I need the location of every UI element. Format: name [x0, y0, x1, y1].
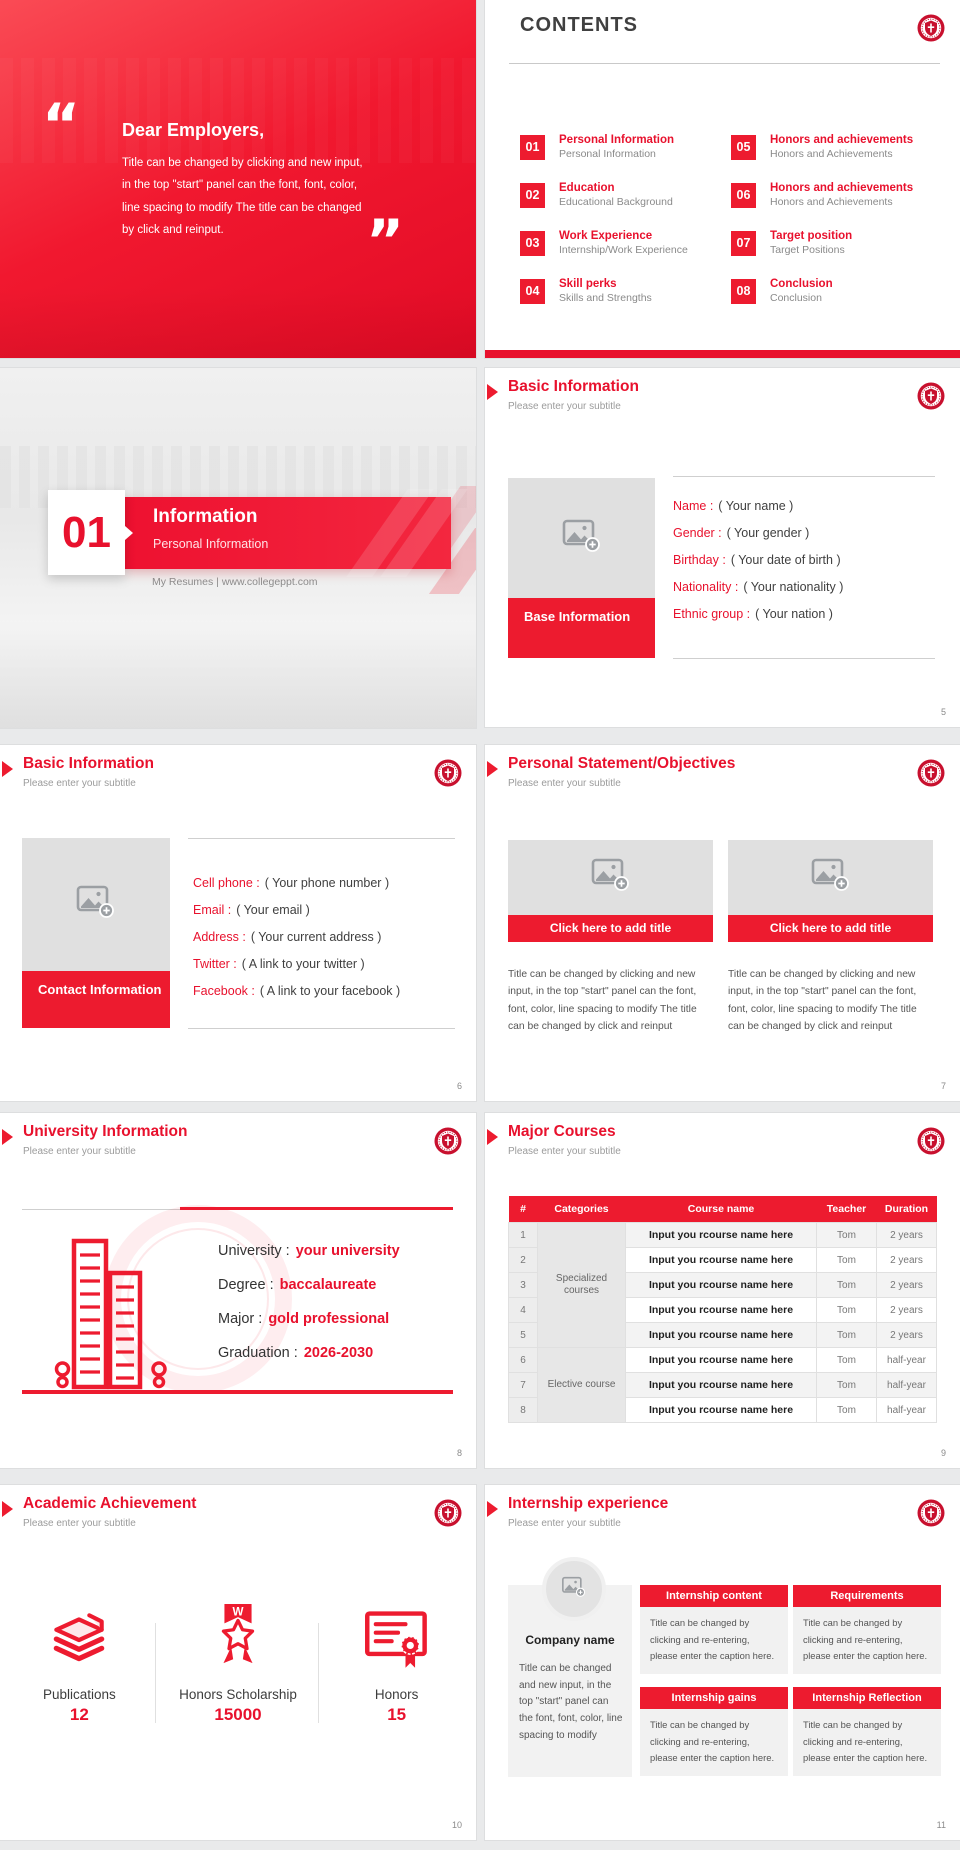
col-header: Categories	[538, 1196, 626, 1223]
stat-value: 12	[69, 1705, 89, 1724]
slide-cover[interactable]	[0, 0, 476, 358]
slide-subtitle: Please enter your subtitle	[508, 401, 621, 412]
field-row: Ethnic group : ( Your nation )	[673, 607, 833, 621]
field-row: Major : gold professional	[218, 1311, 390, 1327]
title-arrow-icon	[487, 1501, 498, 1517]
contents-item-07[interactable]	[731, 231, 956, 271]
item-subtitle: Honors and Achievements	[770, 196, 893, 208]
field-row: Address : ( Your current address )	[193, 930, 382, 944]
table-row: 4 Input you rcourse name here Tom 2 years	[509, 1298, 937, 1323]
category-cell: Elective course	[538, 1348, 626, 1423]
company-name: Company name	[525, 1633, 615, 1647]
field-row: Name : ( Your name )	[673, 499, 794, 513]
col-header: Teacher	[817, 1196, 877, 1223]
stat-label: Honors Scholarship	[179, 1687, 297, 1702]
field-row: Degree : baccalaureate	[218, 1277, 377, 1293]
internship-box-reflection	[793, 1687, 941, 1776]
school-emblem-icon	[434, 1499, 462, 1527]
contact-fields	[193, 876, 400, 1011]
add-title-button[interactable]: Click here to add title	[508, 915, 713, 942]
divider	[318, 1623, 319, 1723]
contents-item-02[interactable]	[520, 183, 745, 223]
box-header: Internship content	[640, 1585, 788, 1607]
statement-caption: Title can be changed by clicking and new input, in the top "start" panel can the font, font, color, line spacing to modify The title can be changed by click and reinput	[508, 969, 697, 1032]
school-emblem-icon	[917, 1127, 945, 1155]
field-row: Graduation : 2026-2030	[218, 1345, 374, 1361]
stat-publications	[0, 1597, 159, 1725]
table-row: 1 Specialized courses Input you rcourse name here Tom 2 years	[509, 1223, 937, 1248]
table-row: 6 Elective course Input you rcourse name here Tom half-year	[509, 1348, 937, 1373]
school-emblem-icon	[917, 759, 945, 787]
item-subtitle: Target Positions	[770, 244, 845, 256]
divider	[673, 476, 935, 477]
slide-academic-achievement[interactable]	[0, 1485, 476, 1840]
box-caption: Title can be changed by clicking and re-entering, please enter the caption here.	[793, 1607, 941, 1674]
slide-contact-information[interactable]	[0, 745, 476, 1101]
field-row: Birthday : ( Your date of birth )	[673, 553, 841, 567]
contents-item-08[interactable]	[731, 279, 956, 319]
slide-title: Academic Achievement	[23, 1495, 197, 1512]
item-title: Honors and achievements	[770, 134, 914, 146]
slide-university-information[interactable]	[0, 1113, 476, 1468]
item-subtitle: Skills and Strengths	[559, 292, 652, 304]
field-row: Cell phone : ( Your phone number )	[193, 876, 390, 890]
stat-label: Publications	[42, 1687, 116, 1702]
image-placeholder-icon	[591, 858, 631, 897]
bottom-accent-bar	[485, 350, 960, 358]
stadium-shade	[0, 618, 476, 728]
stat-honors	[317, 1597, 476, 1725]
item-number-badge: 03	[520, 231, 545, 256]
add-title-button[interactable]: Click here to add title	[728, 915, 933, 942]
item-number-badge: 05	[731, 135, 756, 160]
accent-underline	[22, 1390, 453, 1394]
box-header: Internship Reflection	[793, 1687, 941, 1709]
slide-personal-statement[interactable]	[485, 745, 960, 1101]
image-placeholder-icon	[562, 519, 602, 558]
table-row: 3 Input you rcourse name here Tom 2 years	[509, 1273, 937, 1298]
internship-box-gains	[640, 1687, 788, 1776]
statement-card	[728, 840, 933, 1035]
box-header: Internship gains	[640, 1687, 788, 1709]
cover-bottom-shade	[0, 288, 476, 358]
slide-title: Personal Statement/Objectives	[508, 755, 736, 772]
stat-value: 15	[387, 1705, 407, 1724]
item-subtitle: Honors and Achievements	[770, 148, 893, 160]
table-row: 8 Input you rcourse name here Tom half-year	[509, 1398, 937, 1423]
item-title: Conclusion	[770, 278, 833, 290]
school-emblem-icon	[917, 382, 945, 410]
slide-title: Major Courses	[508, 1123, 616, 1140]
university-fields	[218, 1243, 400, 1379]
banner-notch	[125, 526, 133, 540]
school-emblem-icon	[434, 759, 462, 787]
achievement-stats	[0, 1597, 476, 1725]
company-caption: Title can be changed and new input, in the top "start" panel can the font, font, color, line spacing to modify	[519, 1663, 623, 1741]
contents-item-06[interactable]	[731, 183, 956, 223]
field-row: Email : ( Your email )	[193, 903, 310, 917]
contact-information-label: Contact Information	[22, 971, 170, 1028]
photo-placeholder[interactable]	[508, 478, 655, 598]
page-number: 9	[940, 1448, 946, 1458]
basic-info-fields	[673, 499, 843, 634]
item-title: Skill perks	[559, 278, 617, 290]
photo-placeholder[interactable]	[22, 838, 170, 971]
item-number-badge: 02	[520, 183, 545, 208]
item-number-badge: 07	[731, 231, 756, 256]
section-footer: My Resumes | www.collegeppt.com	[152, 576, 318, 588]
slide-contents[interactable]	[485, 0, 960, 358]
slide-basic-information[interactable]	[485, 368, 960, 727]
slide-title: University Information	[23, 1123, 188, 1140]
item-subtitle: Internship/Work Experience	[559, 244, 688, 256]
divider	[155, 1623, 156, 1723]
item-subtitle: Educational Background	[559, 196, 673, 208]
courses-table	[508, 1196, 937, 1423]
title-arrow-icon	[2, 1501, 13, 1517]
photo-placeholder[interactable]	[728, 840, 933, 915]
contents-item-03[interactable]	[520, 231, 745, 271]
section-title: Information	[153, 506, 258, 527]
internship-box-requirements	[793, 1585, 941, 1674]
title-arrow-icon	[487, 1129, 498, 1145]
table-row: 5 Input you rcourse name here Tom 2 years	[509, 1323, 937, 1348]
photo-placeholder[interactable]	[508, 840, 713, 915]
table-row: 2 Input you rcourse name here Tom 2 years	[509, 1248, 937, 1273]
item-title: Target position	[770, 230, 853, 242]
category-cell: Specialized courses	[538, 1223, 626, 1348]
company-photo-placeholder[interactable]	[542, 1557, 606, 1621]
close-quote-icon: ”	[366, 207, 405, 275]
divider	[22, 1209, 180, 1210]
box-caption: Title can be changed by clicking and re-entering, please enter the caption here.	[793, 1709, 941, 1776]
base-information-label: Base Information	[508, 598, 655, 658]
item-subtitle: Conclusion	[770, 292, 822, 304]
books-icon	[0, 1597, 159, 1671]
divider	[188, 838, 455, 839]
title-arrow-icon	[487, 761, 498, 777]
item-title: Honors and achievements	[770, 182, 914, 194]
section-number-badge: 01	[48, 490, 125, 575]
cover-body-text: Title can be changed by clicking and new input, in the top "start" panel can the font, font, color, line spacing to modify The title can be changed by click and reinput.	[122, 157, 363, 237]
slide-section-01[interactable]	[0, 368, 476, 728]
stat-label: Honors	[374, 1687, 419, 1702]
section-banner	[125, 497, 451, 569]
page-number: 5	[940, 707, 946, 717]
item-title: Work Experience	[559, 230, 653, 242]
item-title: Personal Information	[559, 134, 675, 146]
image-placeholder-icon	[811, 858, 851, 897]
box-header: Requirements	[793, 1585, 941, 1607]
stat-honors-scholarship	[159, 1597, 318, 1725]
contents-title: CONTENTS	[520, 14, 638, 36]
slide-title: Basic Information	[508, 378, 639, 395]
slide-major-courses[interactable]	[485, 1113, 960, 1468]
statement-card	[508, 840, 713, 1035]
slide-subtitle: Please enter your subtitle	[23, 1518, 136, 1529]
slide-subtitle: Please enter your subtitle	[508, 778, 621, 789]
slide-subtitle: Please enter your subtitle	[508, 1518, 621, 1529]
slide-subtitle: Please enter your subtitle	[508, 1146, 621, 1157]
image-placeholder-icon	[76, 885, 116, 924]
item-number-badge: 04	[520, 279, 545, 304]
contents-item-05[interactable]	[731, 135, 956, 175]
table-header-row	[509, 1196, 937, 1223]
open-quote-icon: “	[42, 91, 81, 159]
internship-box-content	[640, 1585, 788, 1674]
slide-title: Internship experience	[508, 1495, 669, 1512]
contents-item-01[interactable]	[520, 135, 745, 175]
field-row: Gender : ( Your gender )	[673, 526, 810, 540]
field-row: Nationality : ( Your nationality )	[673, 580, 844, 594]
school-emblem-icon	[917, 1499, 945, 1527]
title-arrow-icon	[2, 1129, 13, 1145]
divider	[673, 658, 935, 659]
certificate-icon	[317, 1597, 476, 1671]
page-number: 6	[456, 1081, 462, 1091]
table-row: 7 Input you rcourse name here Tom half-year	[509, 1373, 937, 1398]
title-arrow-icon	[2, 761, 13, 777]
col-header: Course name	[626, 1196, 817, 1223]
contents-item-04[interactable]	[520, 279, 745, 319]
school-emblem-icon	[434, 1127, 462, 1155]
box-caption: Title can be changed by clicking and re-entering, please enter the caption here.	[640, 1709, 788, 1776]
divider	[509, 63, 940, 64]
page-number: 8	[456, 1448, 462, 1458]
statement-caption: Title can be changed by clicking and new input, in the top "start" panel can the font, font, color, line spacing to modify The title can be changed by click and reinput	[728, 969, 917, 1032]
image-placeholder-icon	[554, 1570, 594, 1609]
medal-icon	[159, 1597, 318, 1671]
cover-title: Dear Employers,	[122, 120, 265, 140]
slide-subtitle: Please enter your subtitle	[23, 778, 136, 789]
stat-value: 15000	[214, 1705, 262, 1724]
item-number-badge: 06	[731, 183, 756, 208]
slide-subtitle: Please enter your subtitle	[23, 1146, 136, 1157]
slide-title: Basic Information	[23, 755, 154, 772]
col-header: Duration	[877, 1196, 937, 1223]
field-row: Twitter : ( A link to your twitter )	[193, 957, 365, 971]
col-header: #	[509, 1196, 538, 1223]
page-number: 7	[940, 1081, 946, 1091]
building-icon	[54, 1235, 168, 1398]
box-caption: Title can be changed by clicking and re-entering, please enter the caption here.	[640, 1607, 788, 1674]
title-arrow-icon	[487, 384, 498, 400]
school-emblem-icon	[917, 14, 945, 42]
item-title: Education	[559, 182, 615, 194]
field-row: University : your university	[218, 1243, 400, 1259]
svg-text:W: W	[232, 1605, 244, 1619]
field-row: Facebook : ( A link to your facebook )	[193, 984, 401, 998]
item-subtitle: Personal Information	[559, 148, 656, 160]
divider	[188, 1028, 455, 1029]
item-number-badge: 01	[520, 135, 545, 160]
item-number-badge: 08	[731, 279, 756, 304]
page-number: 11	[936, 1820, 946, 1830]
slide-internship-experience[interactable]	[485, 1485, 960, 1840]
page-number: 10	[451, 1820, 462, 1830]
company-card	[508, 1585, 632, 1777]
section-subtitle: Personal Information	[153, 537, 269, 551]
